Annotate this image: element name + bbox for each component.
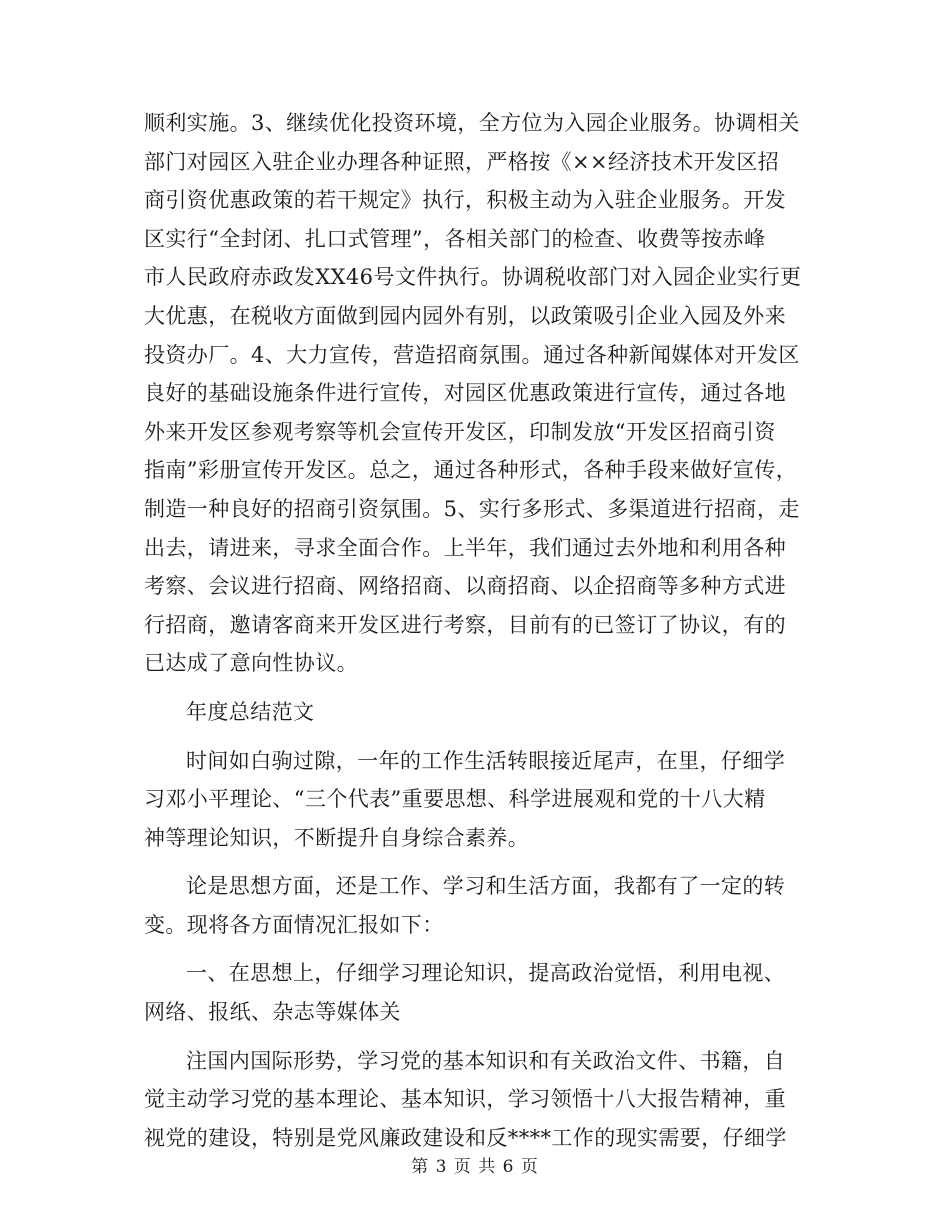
text-line: 顺利实施。3、继续优化投资环境，全方位为入园企业服务。协调相关 <box>144 111 800 135</box>
text-line: 变。现将各方面情况汇报如下： <box>144 912 444 937</box>
page-number-footer: 第 3 页 共 6 页 <box>411 1157 539 1177</box>
section-heading <box>144 693 804 732</box>
text-line: 部门对园区入驻企业办理各种证照，严格按《××经济技术开发区招 <box>144 149 780 174</box>
text-line: 行招商，邀请客商来开发区进行考察，目前有的已签订了协议，有的 <box>144 612 786 637</box>
text-line: 时间如白驹过隙，一年的工作生活转眼接近尾声，在里，仔细学 <box>186 748 786 773</box>
text-line: 市人民政府赤政发XX46号文件执行。协调税收部门对入园企业实行更 <box>144 265 802 290</box>
text-line: 注国内国际形势，学习党的基本知识和有关政治文件、书籍，自 <box>186 1048 786 1073</box>
text-line: 网络、报纸、杂志等媒体关 <box>144 1000 401 1025</box>
text-line: 大优惠，在税收方面做到园内园外有别，以政策吸引企业入园及外来 <box>144 303 786 328</box>
paragraph <box>144 867 804 944</box>
text-line: 指南”彩册宣传开发区。总之，通过各种形式，各种手段来做好宣传， <box>144 458 798 483</box>
text-line: 制造一种良好的招商引资氛围。5、实行多形式、多渠道进行招商，走 <box>144 496 800 521</box>
text-line: 投资办厂。4、大力宣传，营造招商氛围。通过各种新闻媒体对开发区 <box>144 342 800 367</box>
text-line: 区实行“全封闭、扎口式管理”，各相关部门的检查、收费等按赤峰 <box>144 226 766 251</box>
document-body <box>144 104 804 1157</box>
text-line: 觉主动学习党的基本理论、基本知识，学习领悟十八大报告精神，重 <box>144 1087 786 1112</box>
text-line: 已达成了意向性协议。 <box>144 651 358 676</box>
paragraph <box>144 104 804 683</box>
text-line: 习邓小平理论、“三个代表”重要思想、科学进展观和党的十八大精 <box>144 787 766 812</box>
paragraph <box>144 1042 804 1158</box>
text-line: 一、在思想上，仔细学习理论知识，提高政治觉悟，利用电视、 <box>186 961 786 986</box>
text-line: 良好的基础设施条件进行宣传，对园区优惠政策进行宣传，通过各地 <box>144 381 786 406</box>
text-line: 外来开发区参观考察等机会宣传开发区，印制发放“开发区招商引资 <box>144 419 776 444</box>
text-line: 视党的建设，特别是党风廉政建设和反****工作的现实需要，仔细学 <box>144 1125 787 1150</box>
text-line: 商引资优惠政策的若干规定》执行，积极主动为入驻企业服务。开发 <box>144 188 786 213</box>
text-line: 出去，请进来，寻求全面合作。上半年，我们通过去外地和利用各种 <box>144 535 786 560</box>
text-line: 论是思想方面，还是工作、学习和生活方面，我都有了一定的转 <box>186 874 786 899</box>
paragraph <box>144 954 804 1031</box>
heading-text: 年度总结范文 <box>186 699 315 724</box>
text-line: 神等理论知识，不断提升自身综合素养。 <box>144 825 530 850</box>
text-line: 考察、会议进行招商、网络招商、以商招商、以企招商等多种方式进 <box>144 574 786 599</box>
paragraph <box>144 742 804 858</box>
